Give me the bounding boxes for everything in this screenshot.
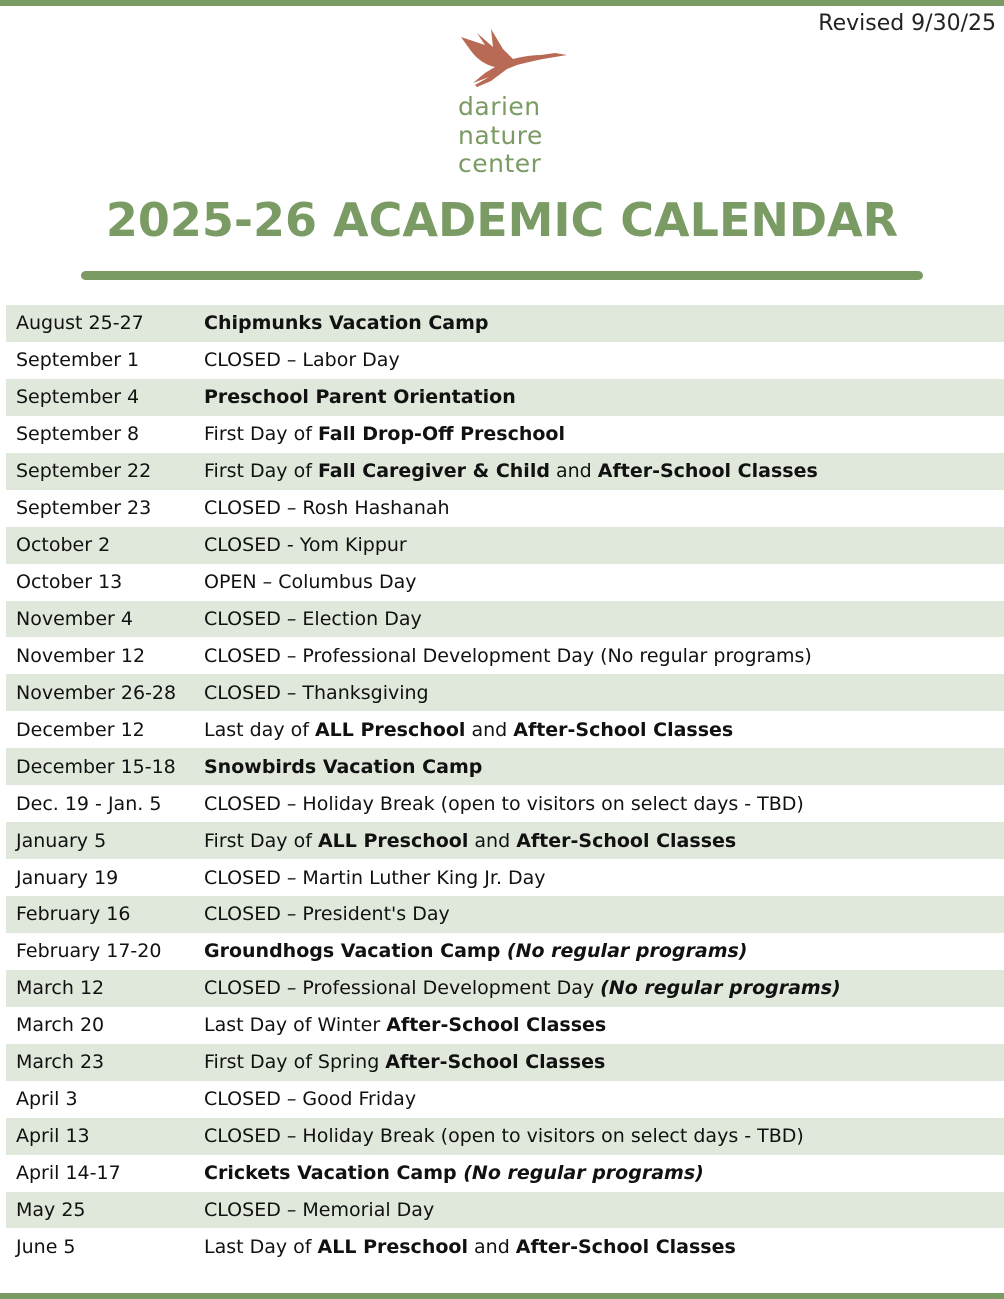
row-event <box>204 460 818 482</box>
calendar-row <box>6 859 1004 896</box>
calendar-row <box>6 1192 1004 1229</box>
row-date: December 15-18 <box>16 755 176 778</box>
row-event <box>204 312 489 334</box>
event-text: Crickets Vacation Camp <box>204 1162 464 1185</box>
logo-line-3: center <box>458 149 542 178</box>
row-date: April 14-17 <box>16 1162 121 1185</box>
row-date: February 17-20 <box>16 940 162 963</box>
calendar-row <box>6 637 1004 674</box>
calendar-row <box>6 785 1004 822</box>
calendar-row <box>6 822 1004 859</box>
calendar-row <box>6 527 1004 564</box>
row-date: September 23 <box>16 497 152 520</box>
event-text: ALL Preschool <box>314 718 466 741</box>
row-date: September 22 <box>16 460 152 483</box>
calendar-row <box>6 305 1004 342</box>
event-text: First Day of Spring <box>204 1051 386 1074</box>
row-event <box>204 1162 704 1184</box>
event-text: and <box>468 829 517 852</box>
calendar-row <box>6 896 1004 933</box>
calendar-row <box>6 674 1004 711</box>
row-date: April 13 <box>16 1125 90 1148</box>
row-event <box>204 830 736 852</box>
event-text: After-School Classes <box>386 1014 607 1037</box>
row-date: March 20 <box>16 1014 105 1037</box>
event-text: First Day of <box>204 829 318 852</box>
event-text: First Day of <box>204 423 318 446</box>
event-text: OPEN – Columbus Day <box>204 571 417 594</box>
event-text: CLOSED – Rosh Hashanah <box>204 497 450 520</box>
event-text: Snowbirds Vacation Camp <box>204 755 483 778</box>
row-event <box>204 645 812 667</box>
row-event <box>204 423 565 445</box>
event-text: CLOSED – Labor Day <box>204 349 400 372</box>
row-event <box>204 1199 434 1221</box>
row-event <box>204 349 400 371</box>
row-event <box>204 1088 416 1110</box>
event-text: CLOSED – Good Friday <box>204 1088 417 1111</box>
calendar-row <box>6 342 1004 379</box>
row-event <box>204 756 482 778</box>
event-text: CLOSED – Professional Development Day <box>204 977 601 1000</box>
row-date: September 1 <box>16 349 140 372</box>
event-text: CLOSED – President's Day <box>204 903 450 926</box>
event-text: Last Day of <box>204 1235 318 1258</box>
event-text: ALL Preschool <box>317 1235 468 1258</box>
event-text: CLOSED – Thanksgiving <box>204 681 429 704</box>
row-event <box>204 1125 804 1147</box>
logo-line-1: darien <box>458 92 541 121</box>
event-text: Preschool Parent Orientation <box>204 386 516 409</box>
row-event <box>204 497 450 519</box>
calendar-row <box>6 970 1004 1007</box>
event-text: CLOSED – Professional Development Day (No regular programs) <box>204 644 812 667</box>
calendar-row <box>6 416 1004 453</box>
row-date: Dec. 19 - Jan. 5 <box>16 792 162 815</box>
logo-line-2: nature <box>458 120 543 150</box>
event-text: After-School Classes <box>385 1051 606 1074</box>
row-date: January 5 <box>16 829 107 852</box>
row-event <box>204 534 407 556</box>
event-text: (No regular programs) <box>600 977 841 1000</box>
row-event <box>204 386 516 408</box>
row-date: December 12 <box>16 718 145 741</box>
row-event <box>204 793 804 815</box>
event-text: Last day of <box>204 718 315 741</box>
bottom-border <box>0 1293 1004 1299</box>
top-border <box>0 0 1004 6</box>
calendar-table <box>6 305 1004 1265</box>
row-date: November 12 <box>16 644 146 667</box>
row-event <box>204 903 450 925</box>
row-date: June 5 <box>16 1235 76 1258</box>
row-event <box>204 940 747 962</box>
event-text: CLOSED – Election Day <box>204 607 422 630</box>
event-text: ALL Preschool <box>317 829 469 852</box>
row-event <box>204 1051 605 1073</box>
row-event <box>204 608 422 630</box>
calendar-row <box>6 453 1004 490</box>
event-text: Fall Caregiver & Child <box>317 460 550 483</box>
calendar-row <box>6 711 1004 748</box>
title-underline <box>81 271 923 280</box>
event-text: After-School Classes <box>515 1235 736 1258</box>
calendar-row <box>6 1155 1004 1192</box>
page-title: 2025-26 ACADEMIC CALENDAR <box>105 193 899 247</box>
heron-icon <box>455 25 567 89</box>
calendar-row <box>6 933 1004 970</box>
row-event <box>204 719 733 741</box>
row-event <box>204 1236 736 1258</box>
event-text: CLOSED – Holiday Break (open to visitors on select days - TBD) <box>204 792 804 815</box>
event-text: (No regular programs) <box>506 940 748 963</box>
event-text: After-School Classes <box>597 460 818 483</box>
row-date: April 3 <box>16 1088 78 1111</box>
event-text: CLOSED – Memorial Day <box>204 1198 435 1221</box>
row-event <box>204 867 546 889</box>
calendar-row <box>6 490 1004 527</box>
event-text: CLOSED – Holiday Break (open to visitors on select days - TBD) <box>204 1125 804 1148</box>
event-text: CLOSED - Yom Kippur <box>204 534 407 557</box>
event-text: First Day of <box>204 460 318 483</box>
row-date: November 4 <box>16 607 133 630</box>
event-text: Last Day of Winter <box>204 1014 387 1037</box>
event-text: and <box>467 1235 516 1258</box>
row-event <box>204 571 417 593</box>
row-event <box>204 977 841 999</box>
calendar-row <box>6 748 1004 785</box>
calendar-row <box>6 1228 1004 1265</box>
event-text: Chipmunks Vacation Camp <box>204 312 489 335</box>
event-text: After-School Classes <box>513 718 734 741</box>
calendar-row <box>6 1081 1004 1118</box>
row-date: November 26-28 <box>16 681 177 704</box>
row-event <box>204 682 429 704</box>
event-text: (No regular programs) <box>463 1162 704 1185</box>
calendar-row <box>6 601 1004 638</box>
calendar-row <box>6 564 1004 601</box>
calendar-row <box>6 1118 1004 1155</box>
row-date: January 19 <box>16 866 119 889</box>
row-date: August 25-27 <box>16 312 144 335</box>
row-date: September 8 <box>16 423 140 446</box>
row-date: September 4 <box>16 386 140 409</box>
row-date: March 12 <box>16 977 105 1000</box>
event-text: After-School Classes <box>516 829 737 852</box>
row-date: October 2 <box>16 534 111 557</box>
event-text: CLOSED – Martin Luther King Jr. Day <box>204 866 546 889</box>
calendar-row <box>6 379 1004 416</box>
row-event <box>204 1014 606 1036</box>
calendar-row <box>6 1007 1004 1044</box>
row-date: May 25 <box>16 1198 86 1221</box>
calendar-row <box>6 1044 1004 1081</box>
logo <box>455 25 575 179</box>
row-date: October 13 <box>16 571 123 594</box>
event-text: and <box>465 718 514 741</box>
event-text: Groundhogs Vacation Camp <box>204 940 507 963</box>
row-date: March 23 <box>16 1051 105 1074</box>
row-date: February 16 <box>16 903 131 926</box>
event-text: and <box>549 460 598 483</box>
event-text: Fall Drop-Off Preschool <box>317 423 566 446</box>
revised-date: Revised 9/30/25 <box>818 11 996 36</box>
